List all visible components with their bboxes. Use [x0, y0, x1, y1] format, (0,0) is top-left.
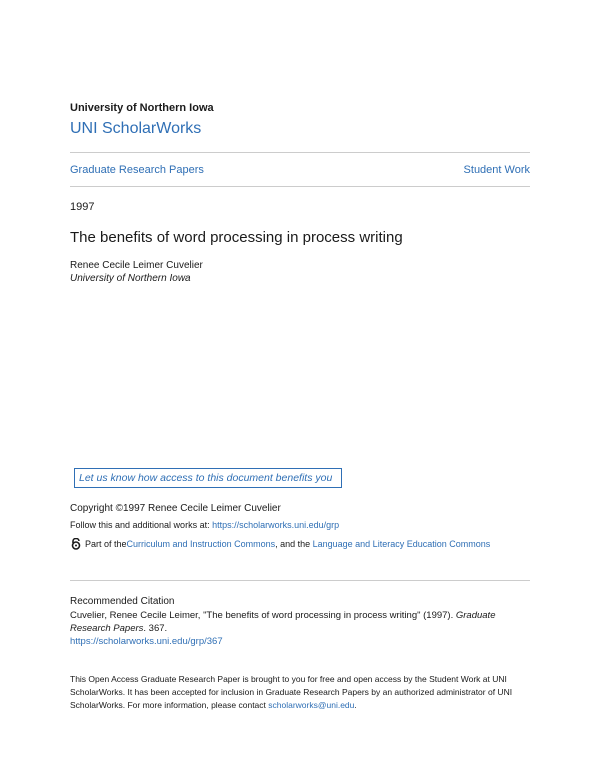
citation-body: Cuvelier, Renee Cecile Leimer, "The benefits of word processing in process writing" (1997).	[70, 610, 456, 621]
footer-end: .	[354, 700, 357, 710]
part-of-line	[70, 538, 490, 550]
author-name: Renee Cecile Leimer Cuvelier	[70, 260, 203, 271]
divider	[70, 580, 530, 581]
open-access-icon	[70, 538, 82, 550]
citation-number: . 367.	[143, 623, 168, 634]
curriculum-commons-link[interactable]: Curriculum and Instruction Commons	[126, 539, 276, 549]
part-of-label: Part of the	[85, 539, 127, 549]
citation-text	[70, 609, 530, 635]
divider	[70, 186, 530, 187]
follow-line	[70, 520, 339, 530]
part-of-connector: , and the	[275, 539, 313, 549]
student-work-link[interactable]: Student Work	[463, 164, 530, 176]
publication-year: 1997	[70, 201, 95, 213]
article-title: The benefits of word processing in process writing	[70, 229, 403, 246]
follow-url-link[interactable]: https://scholarworks.uni.edu/grp	[212, 520, 340, 530]
footer-notice	[70, 673, 530, 712]
citation-url-link[interactable]: https://scholarworks.uni.edu/grp/367	[70, 636, 223, 647]
citation-series: Graduate Research Papers	[70, 610, 496, 634]
feedback-link[interactable]: Let us know how access to this document benefits you	[74, 468, 342, 488]
copyright-notice: Copyright ©1997 Renee Cecile Leimer Cuvelier	[70, 503, 281, 514]
follow-label: Follow this and additional works at:	[70, 520, 213, 530]
author-affiliation: University of Northern Iowa	[70, 273, 191, 284]
contact-email-link[interactable]: scholarworks@uni.edu	[268, 700, 355, 710]
literacy-commons-link[interactable]: Language and Literacy Education Commons	[312, 539, 491, 549]
repository-link[interactable]: UNI ScholarWorks	[70, 120, 202, 137]
footer-text: This Open Access Graduate Research Paper is brought to you for free and open access by the Student Work at UNI ScholarWorks. It has been accepted for inclusion in Graduate Research Papers by an authorized administrator of UNI ScholarWorks. For more information, please contact	[70, 674, 513, 710]
graduate-research-papers-link[interactable]: Graduate Research Papers	[70, 164, 204, 176]
institution-name: University of Northern Iowa	[70, 102, 214, 114]
citation-heading: Recommended Citation	[70, 596, 175, 607]
divider	[70, 152, 530, 153]
